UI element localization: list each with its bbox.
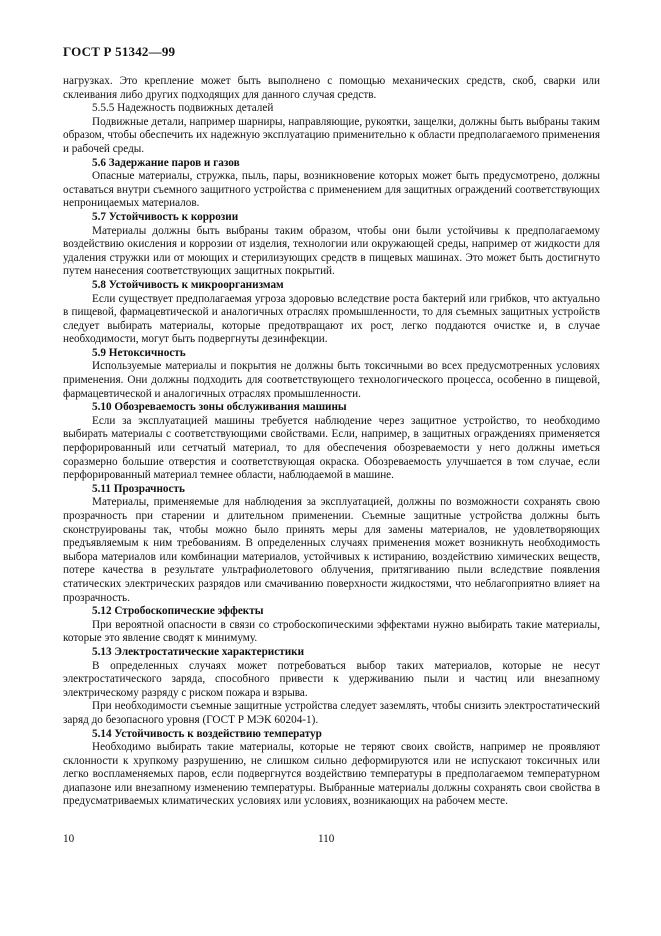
page-number-left: 10 — [63, 833, 75, 845]
subsection-heading: 5.5.5 Надежность подвижных деталей — [92, 102, 274, 115]
section-heading: 5.10 Обозреваемость зоны обслуживания машины — [92, 401, 347, 414]
paragraph: Материалы, применяемые для наблюдения за эксплуатацией, должны по возможности сохранять свою прозрачность при старении и длительном применении. Съемные защитные устройства должны быть сконструированы так, чтобы можно было принять меры для замены материалов, не удовлетворяющих предъявляемым к ним требованиям. В определенных случаях применения может возникнуть необходимость выбора материалов или комбинации материалов, устойчивых к истиранию, воздействию химических веществ, потере качества в результате ультрафиолетового облучения, притягиванию пыли вследствие появления статических электрических разрядов или смачиванию поверхности жидкостями, что неблагоприятно влияет на прозрачность. — [63, 496, 600, 604]
document-body — [63, 75, 600, 809]
paragraph: Необходимо выбирать такие материалы, которые не теряют своих свойств, например не проявляют склонности к хрупкому разрушению, не слишком сильно деформируются или не испускают токсичных или легко воспламеняемых паров, если подвергнутся воздействию температуры в предполагаемом температурном диапазоне или внезапному изменению температуры. Выбранные материалы должны сохранять свои свойства в предусматриваемых климатических условиях или условиях, возникающих на рабочем месте. — [63, 741, 600, 808]
section-heading: 5.6 Задержание паров и газов — [92, 156, 240, 169]
paragraph: Если существует предполагаемая угроза здоровью вследствие роста бактерий или грибков, что актуально в пищевой, фармацевтической и аналогичных отраслях промышленности, то для съемных защитных устройств следует выбирать материалы, которые предотвращают их рост, легко поддаются очистке и, в случае необходимости, могут быть подвергнуты дезинфекции. — [63, 292, 600, 346]
section-heading: 5.12 Стробоскопические эффекты — [92, 605, 264, 618]
page-number-center: 110 — [318, 833, 335, 845]
paragraph: В определенных случаях может потребоваться выбор таких материалов, которые не несут электростатического заряда, способного привести к удерживанию пыли и частиц или внезапному электрическому разряду с риском пожара и взрыва. — [63, 659, 600, 699]
paragraph: При вероятной опасности в связи со стробоскопическими эффектами нужно выбирать такие материалы, которые это явление сводят к минимуму. — [63, 618, 600, 645]
paragraph: Опасные материалы, стружка, пыль, пары, возникновение которых может быть предусмотрено, должны оставаться внутри съемного защитного устройства с применением для защитных ограждений соответствующих непроницаемых материалов. — [63, 170, 600, 210]
paragraph: При необходимости съемные защитные устройства следует заземлять, чтобы снизить электростатический заряд до безопасного уровня (ГОСТ Р МЭК 60204-1). — [63, 700, 600, 726]
paragraph: нагрузках. Это крепление может быть выполнено с помощью механических средств, скоб, сварки или склеивания либо других подходящих для данного случая средств. — [63, 75, 600, 101]
paragraph: Используемые материалы и покрытия не должны быть токсичными во всех предусмотренных условиях применения. Они должны подходить для соответствующего технологического процесса, особенно в пищевой, фармацевтической и аналогичных отраслях промышленности. — [63, 360, 600, 400]
page-header: ГОСТ Р 51342—99 — [63, 44, 176, 59]
section-heading: 5.7 Устойчивость к коррозии — [92, 210, 239, 223]
section-heading: 5.14 Устойчивость к воздействию температур — [92, 727, 322, 740]
section-heading: 5.9 Нетоксичность — [92, 346, 186, 359]
paragraph: Если за эксплуатацией машины требуется наблюдение через защитное устройство, то необходимо выбирать материалы с соответствующими свойствами. Если, например, в защитных ограждениях применяется перфорированный или сетчатый материал, то для обеспечения обозреваемости у него должны иметься соразмерно большие отверстия и соответствующая окраска. Обозреваемость улучшается в том случае, если перфорированный материал темнее области, наблюдаемой в машине. — [63, 414, 600, 482]
paragraph: Подвижные детали, например шарниры, направляющие, рукоятки, защелки, должны быть выбраны таким образом, чтобы обеспечить их надежную эксплуатацию применительно к области предполагаемого применения и рабочей среды. — [63, 115, 600, 155]
section-heading: 5.8 Устойчивость к микроорганизмам — [92, 278, 284, 291]
paragraph: Материалы должны быть выбраны таким образом, чтобы они были устойчивы к предполагаемому воздействию окисления и коррозии от изделия, технологии или окружающей среды, например от жидкости для удаления стружки или от моющих и стерилизующих средств в пищевых машинах. Это может быть достигнуто путем нанесения соответствующих защитных покрытий. — [63, 224, 600, 278]
section-heading: 5.11 Прозрачность — [92, 482, 185, 495]
section-heading: 5.13 Электростатические характеристики — [92, 645, 305, 658]
